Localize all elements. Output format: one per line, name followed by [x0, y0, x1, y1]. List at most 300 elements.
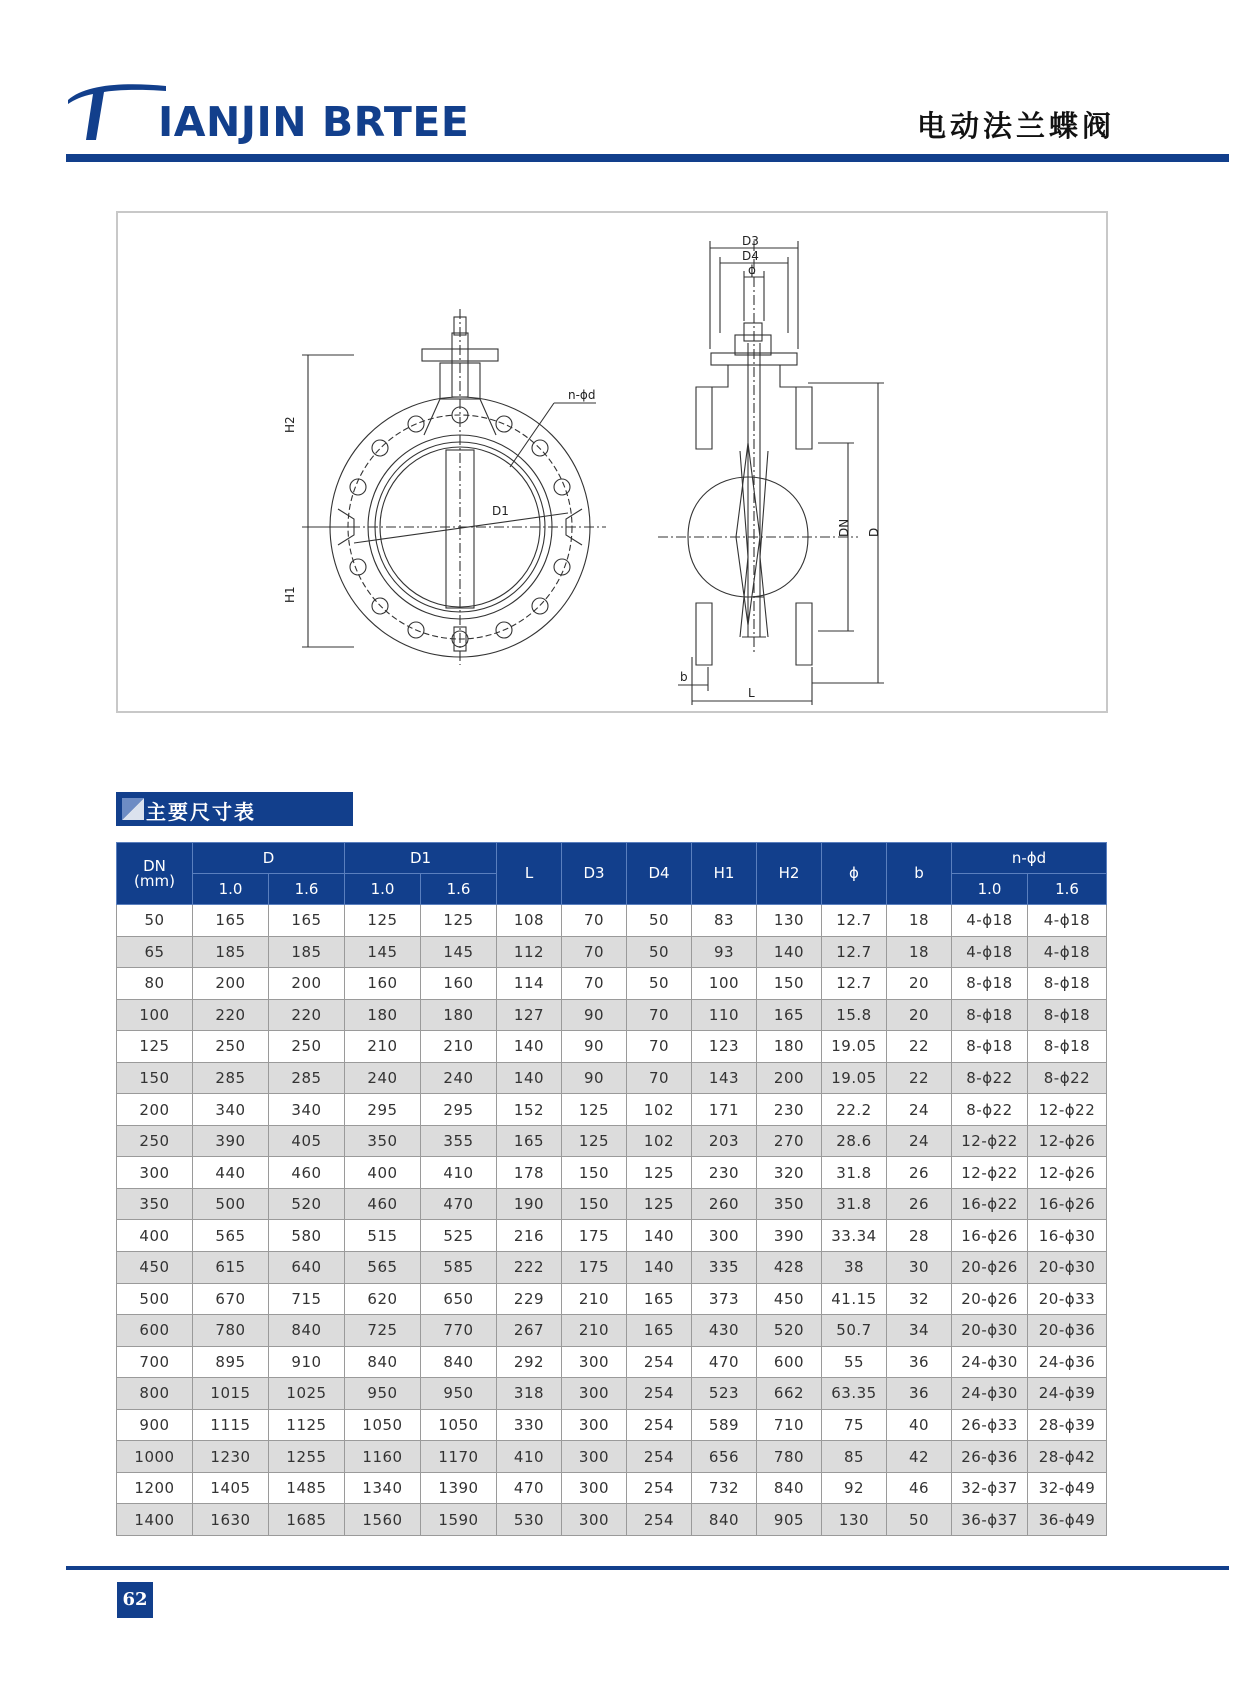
page-number: 62 [117, 1582, 153, 1618]
table-cell: 32-ϕ37 [952, 1472, 1028, 1504]
table-cell: 1170 [421, 1441, 497, 1473]
table-cell: 31.8 [822, 1157, 887, 1189]
table-cell: 16-ϕ26 [1028, 1188, 1107, 1220]
table-cell: 4-ϕ18 [1028, 936, 1107, 968]
table-cell: 4-ϕ18 [952, 936, 1028, 968]
table-cell: 340 [193, 1094, 269, 1126]
table-cell: 55 [822, 1346, 887, 1378]
table-cell: 108 [497, 905, 562, 937]
table-cell: 150 [757, 968, 822, 1000]
header-d1: D1 [345, 843, 497, 874]
table-cell: 254 [627, 1441, 692, 1473]
table-cell: 140 [627, 1220, 692, 1252]
table-cell: 1050 [421, 1409, 497, 1441]
table-cell: 1400 [117, 1504, 193, 1536]
table-cell: 36-ϕ49 [1028, 1504, 1107, 1536]
table-cell: 780 [757, 1441, 822, 1473]
table-cell: 8-ϕ18 [952, 999, 1028, 1031]
table-cell: 840 [345, 1346, 421, 1378]
table-cell: 200 [193, 968, 269, 1000]
table-cell: 840 [269, 1315, 345, 1347]
table-cell: 165 [627, 1315, 692, 1347]
table-cell: 335 [692, 1252, 757, 1284]
table-cell: 19.05 [822, 1031, 887, 1063]
table-cell: 330 [497, 1409, 562, 1441]
table-cell: 114 [497, 968, 562, 1000]
table-cell: 400 [117, 1220, 193, 1252]
table-cell: 185 [193, 936, 269, 968]
table-cell: 140 [627, 1252, 692, 1284]
table-cell: 780 [193, 1315, 269, 1347]
table-cell: 200 [757, 1062, 822, 1094]
table-cell: 18 [887, 936, 952, 968]
table-cell: 175 [562, 1252, 627, 1284]
table-cell: 1630 [193, 1504, 269, 1536]
table-cell: 300 [562, 1409, 627, 1441]
logo-wordmark: IANJIN BRTEE [158, 98, 470, 146]
table-cell: 90 [562, 1062, 627, 1094]
header-pressure: 1.0 [952, 874, 1028, 905]
table-cell: 26-ϕ36 [952, 1441, 1028, 1473]
table-cell: 565 [193, 1220, 269, 1252]
table-cell: 70 [627, 999, 692, 1031]
header-h1: H1 [692, 843, 757, 905]
table-cell: 38 [822, 1252, 887, 1284]
table-cell: 840 [757, 1472, 822, 1504]
table-cell: 12-ϕ26 [1028, 1157, 1107, 1189]
table-cell: 585 [421, 1252, 497, 1284]
table-cell: 285 [269, 1062, 345, 1094]
header-n-phi-d: n-ϕd [952, 843, 1107, 874]
header-d: D [193, 843, 345, 874]
table-cell: 254 [627, 1472, 692, 1504]
table-cell: 165 [757, 999, 822, 1031]
table-cell: 300 [692, 1220, 757, 1252]
table-cell: 24 [887, 1094, 952, 1126]
table-cell: 254 [627, 1504, 692, 1536]
table-cell: 230 [757, 1094, 822, 1126]
side-view [658, 241, 884, 705]
table-cell: 36-ϕ37 [952, 1504, 1028, 1536]
table-cell: 254 [627, 1378, 692, 1410]
table-cell: 1200 [117, 1472, 193, 1504]
footer-divider [66, 1566, 1229, 1570]
header-h2: H2 [757, 843, 822, 905]
header-dn [117, 843, 193, 905]
table-cell: 28-ϕ39 [1028, 1409, 1107, 1441]
table-cell: 8-ϕ22 [952, 1094, 1028, 1126]
table-cell: 670 [193, 1283, 269, 1315]
table-cell: 22 [887, 1062, 952, 1094]
table-cell: 20 [887, 999, 952, 1031]
table-cell: 50 [627, 905, 692, 937]
section-heading [116, 792, 353, 826]
table-cell: 125 [117, 1031, 193, 1063]
table-cell: 150 [562, 1157, 627, 1189]
table-cell: 145 [421, 936, 497, 968]
table-cell: 12-ϕ26 [1028, 1125, 1107, 1157]
table-cell: 83 [692, 905, 757, 937]
table-cell: 662 [757, 1378, 822, 1410]
table-cell: 165 [627, 1283, 692, 1315]
table-cell: 260 [692, 1188, 757, 1220]
label-h1: H1 [283, 586, 297, 603]
table-cell: 460 [269, 1157, 345, 1189]
table-cell: 200 [117, 1094, 193, 1126]
table-cell: 42 [887, 1441, 952, 1473]
table-cell: 185 [269, 936, 345, 968]
table-cell: 123 [692, 1031, 757, 1063]
table-cell: 143 [692, 1062, 757, 1094]
table-cell: 24-ϕ39 [1028, 1378, 1107, 1410]
table-row [117, 1188, 1107, 1220]
table-cell: 28-ϕ42 [1028, 1441, 1107, 1473]
table-cell: 295 [421, 1094, 497, 1126]
table-cell: 152 [497, 1094, 562, 1126]
label-d3: D3 [742, 234, 759, 248]
header-pressure: 1.6 [269, 874, 345, 905]
header-pressure: 1.6 [1028, 874, 1107, 905]
label-h2: H2 [283, 416, 297, 433]
table-cell: 145 [345, 936, 421, 968]
table-row [117, 1504, 1107, 1536]
table-cell: 18 [887, 905, 952, 937]
table-cell: 450 [117, 1252, 193, 1284]
label-b: b [680, 670, 688, 684]
header-d3: D3 [562, 843, 627, 905]
table-cell: 725 [345, 1315, 421, 1347]
front-view [302, 309, 606, 665]
table-cell: 523 [692, 1378, 757, 1410]
table-row [117, 1220, 1107, 1252]
table-cell: 320 [757, 1157, 822, 1189]
header-pressure: 1.0 [345, 874, 421, 905]
table-cell: 640 [269, 1252, 345, 1284]
table-cell: 250 [193, 1031, 269, 1063]
header-dn-label: DN [143, 856, 166, 875]
table-cell: 400 [345, 1157, 421, 1189]
table-cell: 15.8 [822, 999, 887, 1031]
table-cell: 1685 [269, 1504, 345, 1536]
table-cell: 589 [692, 1409, 757, 1441]
table-cell: 267 [497, 1315, 562, 1347]
table-cell: 24 [887, 1125, 952, 1157]
table-cell: 63.35 [822, 1378, 887, 1410]
table-cell: 150 [117, 1062, 193, 1094]
table-cell: 50 [627, 968, 692, 1000]
table-cell: 210 [562, 1315, 627, 1347]
table-cell: 520 [269, 1188, 345, 1220]
table-cell: 1485 [269, 1472, 345, 1504]
table-cell: 46 [887, 1472, 952, 1504]
table-cell: 240 [345, 1062, 421, 1094]
table-cell: 50.7 [822, 1315, 887, 1347]
table-cell: 20 [887, 968, 952, 1000]
table-cell: 93 [692, 936, 757, 968]
table-cell: 16-ϕ26 [952, 1220, 1028, 1252]
table-cell: 1125 [269, 1409, 345, 1441]
table-cell: 250 [117, 1125, 193, 1157]
table-cell: 70 [627, 1031, 692, 1063]
table-cell: 28.6 [822, 1125, 887, 1157]
header-l: L [497, 843, 562, 905]
table-cell: 12-ϕ22 [952, 1157, 1028, 1189]
table-cell: 100 [117, 999, 193, 1031]
table-cell: 24-ϕ30 [952, 1378, 1028, 1410]
table-cell: 130 [822, 1504, 887, 1536]
table-cell: 160 [345, 968, 421, 1000]
table-cell: 373 [692, 1283, 757, 1315]
table-cell: 125 [627, 1188, 692, 1220]
table-row [117, 1346, 1107, 1378]
table-cell: 203 [692, 1125, 757, 1157]
table-cell: 130 [757, 905, 822, 937]
table-cell: 20-ϕ30 [1028, 1252, 1107, 1284]
table-cell: 350 [117, 1188, 193, 1220]
table-cell: 565 [345, 1252, 421, 1284]
table-cell: 350 [757, 1188, 822, 1220]
label-phi: ϕ [748, 263, 756, 277]
table-cell: 90 [562, 1031, 627, 1063]
table-cell: 250 [269, 1031, 345, 1063]
table-cell: 500 [117, 1283, 193, 1315]
table-cell: 24-ϕ30 [952, 1346, 1028, 1378]
table-cell: 715 [269, 1283, 345, 1315]
table-row [117, 999, 1107, 1031]
table-row [117, 1125, 1107, 1157]
table-cell: 340 [269, 1094, 345, 1126]
table-cell: 900 [117, 1409, 193, 1441]
table-cell: 100 [692, 968, 757, 1000]
label-d: D [867, 527, 881, 537]
header-divider [66, 154, 1229, 162]
table-row [117, 1157, 1107, 1189]
header-pressure: 1.0 [193, 874, 269, 905]
table-cell: 390 [193, 1125, 269, 1157]
table-cell: 895 [193, 1346, 269, 1378]
table-cell: 40 [887, 1409, 952, 1441]
table-cell: 300 [562, 1441, 627, 1473]
table-cell: 26-ϕ33 [952, 1409, 1028, 1441]
table-cell: 770 [421, 1315, 497, 1347]
table-cell: 8-ϕ22 [952, 1062, 1028, 1094]
table-cell: 180 [345, 999, 421, 1031]
table-cell: 70 [562, 968, 627, 1000]
table-cell: 1025 [269, 1378, 345, 1410]
table-cell: 165 [193, 905, 269, 937]
table-cell: 125 [345, 905, 421, 937]
table-cell: 428 [757, 1252, 822, 1284]
table-cell: 1115 [193, 1409, 269, 1441]
header-pressure: 1.6 [421, 874, 497, 905]
table-cell: 410 [497, 1441, 562, 1473]
table-cell: 171 [692, 1094, 757, 1126]
table-cell: 90 [562, 999, 627, 1031]
table-cell: 8-ϕ18 [1028, 1031, 1107, 1063]
table-cell: 840 [692, 1504, 757, 1536]
table-cell: 390 [757, 1220, 822, 1252]
table-cell: 32 [887, 1283, 952, 1315]
table-cell: 165 [497, 1125, 562, 1157]
table-cell: 4-ϕ18 [1028, 905, 1107, 937]
technical-drawing [116, 211, 1108, 713]
page-title: 电动法兰蝶阀 [916, 109, 1115, 143]
table-cell: 1405 [193, 1472, 269, 1504]
label-d1: D1 [492, 504, 509, 518]
table-cell: 125 [421, 905, 497, 937]
table-cell: 355 [421, 1125, 497, 1157]
table-cell: 525 [421, 1220, 497, 1252]
table-cell: 160 [421, 968, 497, 1000]
table-row [117, 1283, 1107, 1315]
table-cell: 800 [117, 1378, 193, 1410]
table-cell: 650 [421, 1283, 497, 1315]
table-cell: 530 [497, 1504, 562, 1536]
table-cell: 140 [497, 1031, 562, 1063]
table-cell: 222 [497, 1252, 562, 1284]
dimension-table [116, 842, 1107, 1536]
table-cell: 200 [269, 968, 345, 1000]
table-cell: 210 [421, 1031, 497, 1063]
table-cell: 180 [421, 999, 497, 1031]
table-row [117, 1315, 1107, 1347]
table-row [117, 1409, 1107, 1441]
table-cell: 20-ϕ33 [1028, 1283, 1107, 1315]
table-cell: 12-ϕ22 [952, 1125, 1028, 1157]
table-cell: 16-ϕ22 [952, 1188, 1028, 1220]
table-cell: 910 [269, 1346, 345, 1378]
table-cell: 210 [562, 1283, 627, 1315]
section-title: 主要尺寸表 [146, 800, 256, 824]
table-cell: 70 [562, 936, 627, 968]
table-cell: 92 [822, 1472, 887, 1504]
table-cell: 460 [345, 1188, 421, 1220]
table-cell: 112 [497, 936, 562, 968]
table-cell: 125 [562, 1125, 627, 1157]
table-cell: 270 [757, 1125, 822, 1157]
table-cell: 8-ϕ18 [952, 1031, 1028, 1063]
table-cell: 230 [692, 1157, 757, 1189]
table-cell: 229 [497, 1283, 562, 1315]
table-cell: 127 [497, 999, 562, 1031]
table-cell: 1015 [193, 1378, 269, 1410]
table-cell: 22 [887, 1031, 952, 1063]
table-cell: 300 [562, 1378, 627, 1410]
table-cell: 190 [497, 1188, 562, 1220]
table-cell: 254 [627, 1409, 692, 1441]
table-cell: 470 [421, 1188, 497, 1220]
table-cell: 8-ϕ18 [1028, 968, 1107, 1000]
header-d4: D4 [627, 843, 692, 905]
table-cell: 600 [117, 1315, 193, 1347]
table-cell: 905 [757, 1504, 822, 1536]
table-row [117, 1472, 1107, 1504]
table-cell: 405 [269, 1125, 345, 1157]
table-cell: 12.7 [822, 968, 887, 1000]
table-cell: 300 [562, 1472, 627, 1504]
table-cell: 615 [193, 1252, 269, 1284]
table-cell: 1255 [269, 1441, 345, 1473]
table-cell: 350 [345, 1125, 421, 1157]
table-cell: 300 [562, 1504, 627, 1536]
table-cell: 24-ϕ36 [1028, 1346, 1107, 1378]
table-cell: 520 [757, 1315, 822, 1347]
table-cell: 1390 [421, 1472, 497, 1504]
table-cell: 710 [757, 1409, 822, 1441]
table-cell: 125 [562, 1094, 627, 1126]
table-cell: 140 [497, 1062, 562, 1094]
table-row [117, 1441, 1107, 1473]
table-cell: 165 [269, 905, 345, 937]
table-row [117, 936, 1107, 968]
table-cell: 470 [692, 1346, 757, 1378]
table-cell: 8-ϕ22 [1028, 1062, 1107, 1094]
header-dn-unit: (mm) [134, 871, 175, 890]
table-cell: 1560 [345, 1504, 421, 1536]
table-cell: 34 [887, 1315, 952, 1347]
table-cell: 220 [269, 999, 345, 1031]
table-cell: 16-ϕ30 [1028, 1220, 1107, 1252]
table-cell: 8-ϕ18 [952, 968, 1028, 1000]
table-body [117, 905, 1107, 1536]
table-cell: 30 [887, 1252, 952, 1284]
table-cell: 254 [627, 1346, 692, 1378]
table-cell: 180 [757, 1031, 822, 1063]
table-cell: 732 [692, 1472, 757, 1504]
header-b: b [887, 843, 952, 905]
table-cell: 80 [117, 968, 193, 1000]
table-cell: 292 [497, 1346, 562, 1378]
table-cell: 26 [887, 1188, 952, 1220]
table-cell: 26 [887, 1157, 952, 1189]
table-cell: 656 [692, 1441, 757, 1473]
table-cell: 1050 [345, 1409, 421, 1441]
table-cell: 1160 [345, 1441, 421, 1473]
table-cell: 840 [421, 1346, 497, 1378]
table-cell: 600 [757, 1346, 822, 1378]
table-cell: 950 [345, 1378, 421, 1410]
table-cell: 318 [497, 1378, 562, 1410]
table-cell: 950 [421, 1378, 497, 1410]
table-cell: 50 [887, 1504, 952, 1536]
table-cell: 110 [692, 999, 757, 1031]
table-row [117, 905, 1107, 937]
table-row [117, 1031, 1107, 1063]
table-cell: 85 [822, 1441, 887, 1473]
table-row [117, 1094, 1107, 1126]
label-l: L [748, 686, 755, 700]
table-row [117, 1252, 1107, 1284]
table-cell: 178 [497, 1157, 562, 1189]
table-cell: 70 [562, 905, 627, 937]
table-cell: 20-ϕ26 [952, 1283, 1028, 1315]
label-n-phi-d: n-ϕd [568, 388, 596, 402]
table-cell: 410 [421, 1157, 497, 1189]
table-cell: 500 [193, 1188, 269, 1220]
table-cell: 210 [345, 1031, 421, 1063]
table-cell: 295 [345, 1094, 421, 1126]
table-cell: 125 [627, 1157, 692, 1189]
table-cell: 50 [627, 936, 692, 968]
table-cell: 36 [887, 1346, 952, 1378]
section-marker-icon [120, 796, 146, 822]
table-cell: 515 [345, 1220, 421, 1252]
table-cell: 19.05 [822, 1062, 887, 1094]
table-cell: 31.8 [822, 1188, 887, 1220]
table-cell: 20-ϕ30 [952, 1315, 1028, 1347]
table-cell: 32-ϕ49 [1028, 1472, 1107, 1504]
table-cell: 450 [757, 1283, 822, 1315]
